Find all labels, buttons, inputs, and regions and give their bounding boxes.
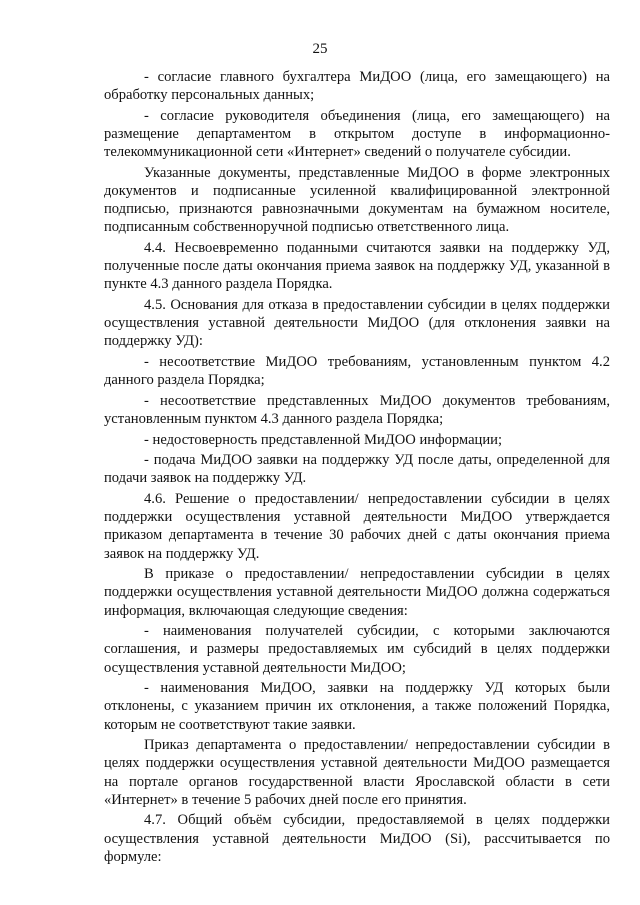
paragraph-13: - наименования МиДОО, заявки на поддержку УД которых были отклонены, с указанием причин их отклонения, а также положений Порядка, которым не соответствуют такие заявки. bbox=[104, 680, 610, 733]
paragraph-14: Приказ департамента о предоставлении/ непредоставлении субсидии в целях поддержки осуществления уставной деятельности МиДОО размещается на портале органов государственной власти Ярославской области в сети «Интернет» в течение 5 рабочих дней после его принятия. bbox=[104, 737, 610, 808]
paragraph-5: 4.5. Основания для отказа в предоставлении субсидии в целях поддержки осуществления уставной деятельности МиДОО (для отклонения заявки на поддержку УД): bbox=[104, 297, 610, 350]
paragraph-12: - наименования получателей субсидии, с которыми заключаются соглашения, и размеры предоставляемых им субсидий в целях поддержки осуществления уставной деятельности МиДОО; bbox=[104, 623, 610, 676]
paragraph-7: - несоответствие представленных МиДОО документов требованиям, установленным пунктом 4.3 данного раздела Порядка; bbox=[104, 392, 610, 427]
paragraph-4: 4.4. Несвоевременно поданными считаются заявки на поддержку УД, полученные после даты окончания приема заявок на поддержку УД, указанной в пункте 4.3 данного раздела Порядка. bbox=[104, 240, 610, 293]
page-number: 25 bbox=[312, 41, 328, 57]
paragraph-1: - согласие главного бухгалтера МиДОО (лица, его замещающего) на обработку персональных данных; bbox=[104, 69, 610, 104]
paragraph-10: 4.6. Решение о предоставлении/ непредоставлении субсидии в целях поддержки осуществления уставной деятельности МиДОО утверждается приказом департамента в течение 30 рабочих дней с даты окончания приема заявок на поддержку УД. bbox=[104, 490, 610, 562]
paragraph-6: - несоответствие МиДОО требованиям, установленным пунктом 4.2 данного раздела Порядка; bbox=[104, 354, 610, 389]
paragraph-9: - подача МиДОО заявки на поддержку УД после даты, определенной для подачи заявок на поддержку УД. bbox=[104, 452, 610, 487]
paragraph-15: 4.7. Общий объём субсидии, предоставляемой в целях поддержки осуществления уставной деятельности МиДОО (Si), рассчитывается по формуле: bbox=[104, 812, 610, 865]
document-body bbox=[104, 68, 610, 868]
paragraph-11: В приказе о предоставлении/ непредоставлении субсидии в целях поддержки осуществления уставной деятельности МиДОО должна содержаться информация, включающая следующие сведения: bbox=[104, 566, 610, 619]
paragraph-3: Указанные документы, представленные МиДОО в форме электронных документов и подписанные усиленной квалифицированной электронной подписью, признаются равнозначными документам на бумажном носителе, подписанным собственноручной подписью ответственного лица. bbox=[104, 164, 610, 236]
paragraph-8: - недостоверность представленной МиДОО информации; bbox=[144, 431, 503, 448]
paragraph-2: - согласие руководителя объединения (лица, его замещающего) на размещение департаментом в открытом доступе в информационно-телекоммуникационной сети «Интернет» сведений о получателе субсидии. bbox=[104, 107, 610, 161]
